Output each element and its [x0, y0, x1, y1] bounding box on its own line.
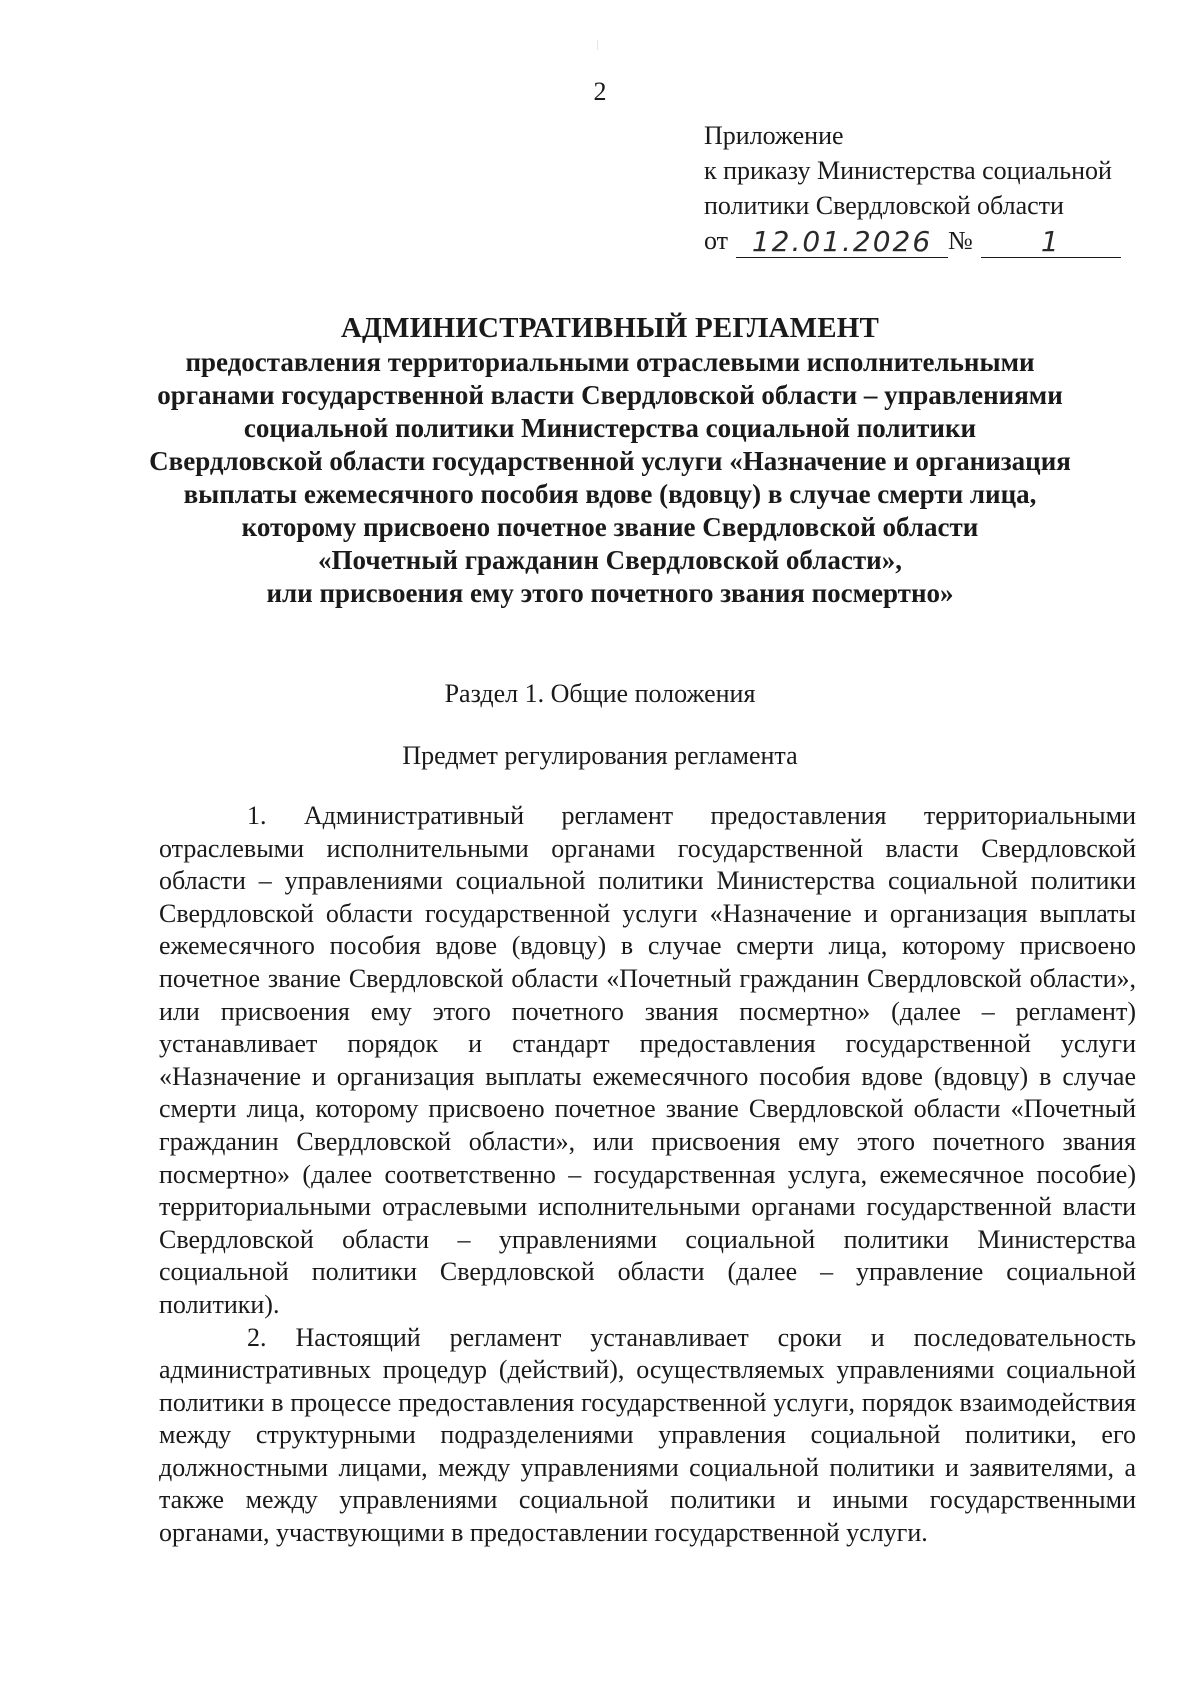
title-line: предоставления территориальными отраслевыми исполнительными	[185, 347, 1035, 377]
annex-line-2: к приказу Министерства социальной	[704, 156, 1112, 185]
annex-line-3: политики Свердловской области	[704, 191, 1064, 220]
title-line: или присвоения ему этого почетного звания посмертно»	[266, 578, 954, 608]
paragraph-2: 2. Настоящий регламент устанавливает сроки и последовательность административных процедур (действий), осуществляемых управлениями социальной политики в процессе предоставления государственной услуги, порядок взаимодействия между структурными подразделениями управления социальной политики, его должностными лицами, между управлениями социальной политики и заявителями, а также между управлениями социальной политики и иными государственными органами, участвующими в предоставлении государственной услуги.	[159, 1322, 1136, 1548]
date-prefix: от	[704, 226, 729, 255]
annex-block	[704, 118, 1164, 258]
subsection-heading: Предмет регулирования регламента	[402, 741, 798, 770]
annex-date-line	[704, 223, 1164, 258]
page-number: 2	[593, 77, 607, 106]
title-line: органами государственной власти Свердловской области – управлениями	[157, 380, 1063, 410]
handwritten-date: 12.01.2026	[736, 227, 948, 258]
title-line: социальной политики Министерства социальной политики	[243, 413, 977, 443]
title-line: выплаты ежемесячного пособия вдове (вдовцу) в случае смерти лица,	[183, 479, 1037, 509]
title-line: «Почетный гражданин Свердловской области»,	[318, 545, 902, 575]
number-prefix: №	[948, 226, 973, 255]
section-heading: Раздел 1. Общие положения	[444, 679, 756, 708]
handwritten-number: 1	[981, 227, 1121, 258]
annex-line-1: Приложение	[704, 121, 844, 150]
paragraph-1: 1. Административный регламент предоставления территориальными отраслевыми исполнительными органами государственной власти Свердловской области – управлениями социальной политики Министерства социальной политики Свердловской области государственной услуги «Назначение и организация выплаты ежемесячного пособия вдове (вдовцу) в случае смерти лица, которому присвоено почетное звание Свердловской области «Почетный гражданин Свердловской области», или присвоения ему этого почетного звания посмертно» (далее – регламент) устанавливает порядок и стандарт предоставления государственной услуги «Назначение и организация выплаты ежемесячного пособия вдове (вдовцу) в случае смерти лица, которому присвоено почетное звание Свердловской области «Почетный гражданин Свердловской области», или присвоения ему этого почетного звания посмертно» (далее соответственно – государственная услуга, ежемесячное пособие) территориальными отраслевыми исполнительными органами государственной власти Свердловской области – управлениями социальной политики Министерства социальной политики Свердловской области (далее – управление социальной политики).	[159, 801, 1136, 1319]
document-title	[130, 310, 1090, 610]
main-title: АДМИНИСТРАТИВНЫЙ РЕГЛАМЕНТ	[340, 312, 880, 344]
title-line: Свердловской области государственной услуги «Назначение и организация	[149, 446, 1071, 476]
body-text	[159, 800, 1136, 1550]
title-line: которому присвоено почетное звание Свердловской области	[241, 512, 979, 542]
scan-artifact	[597, 40, 598, 50]
